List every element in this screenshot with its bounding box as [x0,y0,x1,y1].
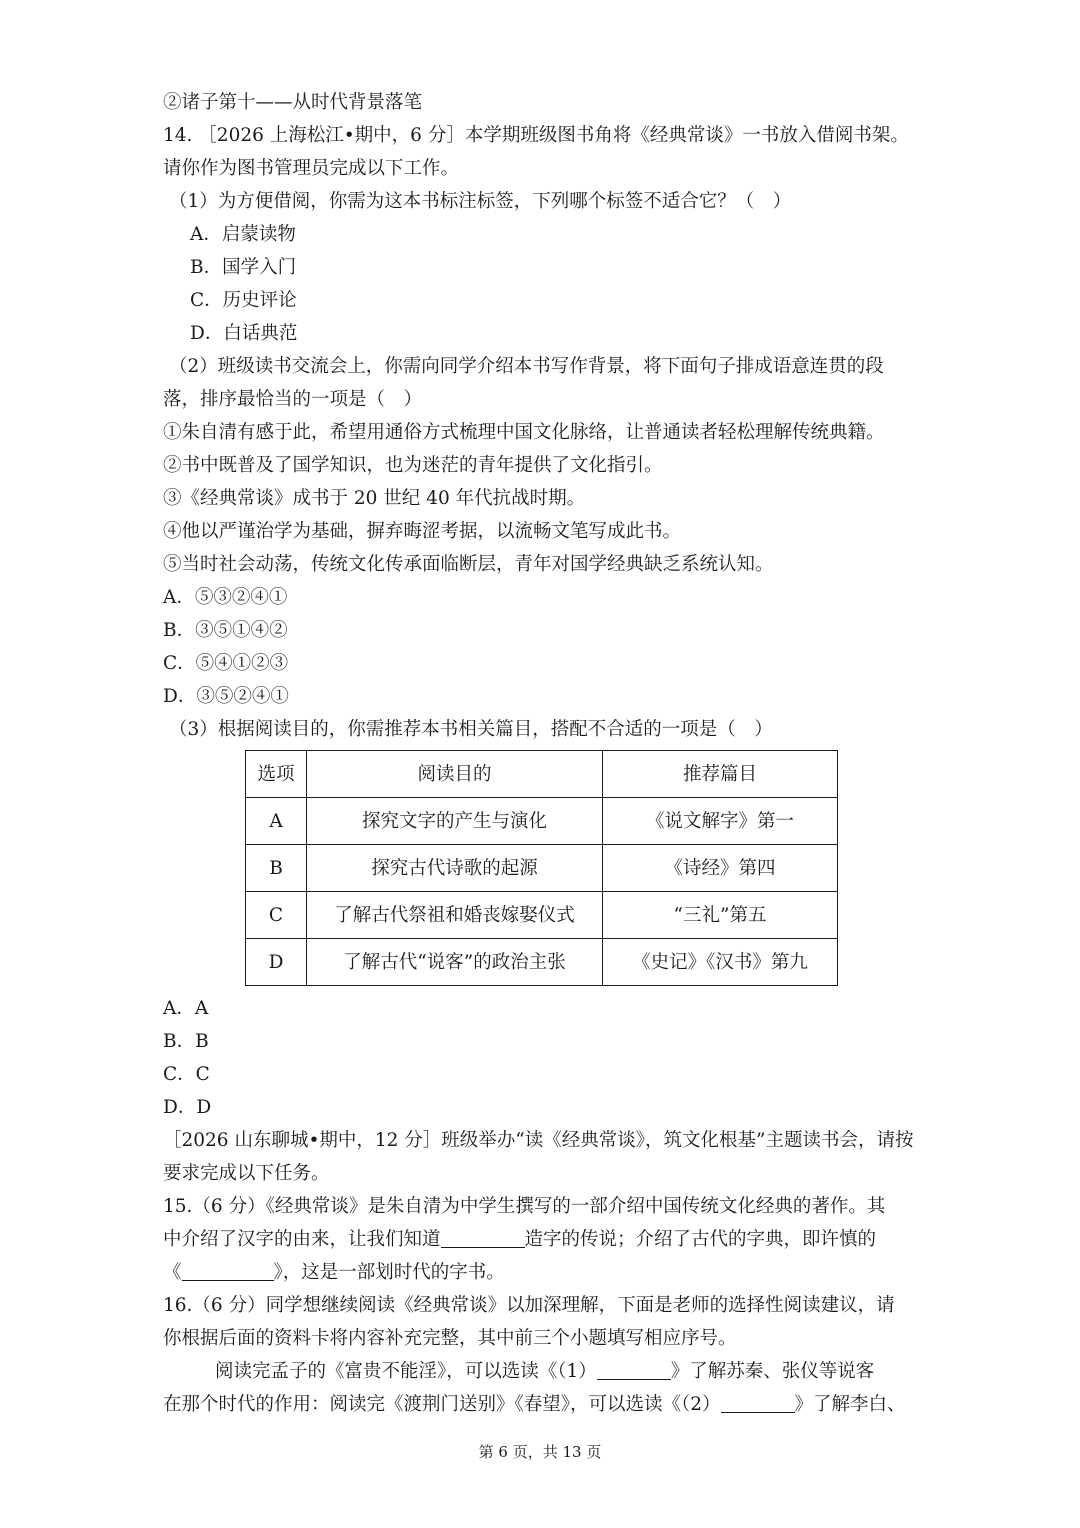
question-16-line4 [163,1388,923,1421]
table-row [246,798,838,845]
page-footer: 第 6 页，共 13 页 [478,1443,602,1461]
q14-part3-option-c: C．C [163,1064,210,1085]
section-intro: ［2026 山东聊城•期中，12 分］班级举办“读《经典常谈》，筑文化根基”主题读书会，请按 [163,1130,914,1151]
q14-part3-stem: （3）根据阅读目的，你需推荐本书相关篇目，搭配不合适的一项是（ ） [169,719,773,740]
text-span: 《 [163,1262,182,1283]
text-span: 》了解李白、 [794,1394,906,1415]
q14-part1-option-c: C．历史评论 [190,290,297,311]
question-15-line1: 15.（6 分）《经典常谈》是朱自清为中学生撰写的一部介绍中国传统文化经典的著作。其 [163,1196,886,1217]
page-content [163,86,923,1421]
text-span: 中介绍了汉字的由来，让我们知道 [163,1229,441,1250]
sentence-4: ④他以严谨治学为基础，摒弃晦涩考据，以流畅文笔写成此书。 [163,521,682,542]
section-intro-cont: 要求完成以下任务。 [163,1163,330,1184]
table-cell: “三礼”第五 [603,892,838,939]
table-row [246,845,838,892]
question-15-line3 [163,1256,923,1289]
table-cell: 了解古代祭祖和婚丧嫁娶仪式 [307,892,603,939]
text-span: 》，这是一部划时代的字书。 [273,1262,505,1283]
q14-part1-option-d: D．白话典范 [190,323,298,344]
q14-part2-option-b: B．③⑤①④② [163,620,288,641]
text-span: 阅读完孟子的《富贵不能淫》，可以选读《（1） [215,1361,597,1382]
q14-part1-option-a: A．启蒙读物 [190,224,296,245]
table-cell: 探究文字的产生与演化 [307,798,603,845]
q14-part3-option-a: A．A [163,998,209,1019]
q14-part2-option-d: D．③⑤②④① [163,686,289,707]
table-row [246,892,838,939]
table-header-cell: 推荐篇目 [603,751,838,798]
table-cell: C [246,892,307,939]
table-cell: D [246,939,307,986]
table-row [246,939,838,986]
question-16-line3 [163,1355,923,1388]
text-span: 》了解苏秦、张仪等说客 [670,1361,875,1382]
question-16-line2: 你根据后面的资料卡将内容补充完整，其中前三个小题填写相应序号。 [163,1328,737,1349]
q14-part2-option-a: A．⑤③②④① [163,587,288,608]
q14-part2-option-c: C．⑤④①②③ [163,653,289,674]
table-cell: 《说文解字》第一 [603,798,838,845]
q14-part2-stem-cont: 落，排序最恰当的一项是（ ） [163,389,423,410]
text-line: 请你作为图书管理员完成以下工作。 [163,158,460,179]
sentence-2: ②书中既普及了国学知识，也为迷茫的青年提供了文化指引。 [163,455,663,476]
reading-table [245,750,838,986]
answer-blank[interactable] [182,1260,274,1281]
sentence-1: ①朱自清有感于此，希望用通俗方式梳理中国文化脉络，让普通读者轻松理解传统典籍。 [163,422,885,443]
q14-part1-stem: （1）为方便借阅，你需为这本书标注标签，下列哪个标签不适合它？（ ） [169,191,792,212]
question-14-header: 14. ［2026 上海松江•期中，6 分］本学期班级图书角将《经典常谈》一书放入借阅书架。 [163,125,909,146]
table-header-row [246,751,838,798]
table-cell: B [246,845,307,892]
question-15-line2 [163,1223,923,1256]
table-cell: 《史记》《汉书》第九 [603,939,838,986]
question-16-line1: 16.（6 分）同学想继续阅读《经典常谈》以加深理解，下面是老师的选择性阅读建议，请 [163,1295,895,1316]
sentence-5: ⑤当时社会动荡，传统文化传承面临断层，青年对国学经典缺乏系统认知。 [163,554,774,575]
table-cell: 《诗经》第四 [603,845,838,892]
q14-part3-option-b: B．B [163,1031,209,1052]
sentence-3: ③《经典常谈》成书于 20 世纪 40 年代抗战时期。 [163,488,586,509]
q14-part3-option-d: D．D [163,1097,212,1118]
answer-blank[interactable] [721,1392,795,1413]
table-cell: 了解古代“说客”的政治主张 [307,939,603,986]
text-span: 造字的传说；介绍了古代的字典，即许慎的 [524,1229,877,1250]
answer-blank[interactable] [441,1227,525,1248]
q14-part1-option-b: B．国学入门 [190,257,297,278]
text-line: ②诸子第十——从时代背景落笔 [163,92,423,113]
table-header-cell: 选项 [246,751,307,798]
answer-blank[interactable] [597,1359,671,1380]
text-span: 在那个时代的作用：阅读完《渡荆门送别》《春望》，可以选读《（2） [163,1394,721,1415]
table-cell: 探究古代诗歌的起源 [307,845,603,892]
table-cell: A [246,798,307,845]
table-header-cell: 阅读目的 [307,751,603,798]
q14-part2-stem: （2）班级读书交流会上，你需向同学介绍本书写作背景，将下面句子排成语意连贯的段 [169,356,884,377]
